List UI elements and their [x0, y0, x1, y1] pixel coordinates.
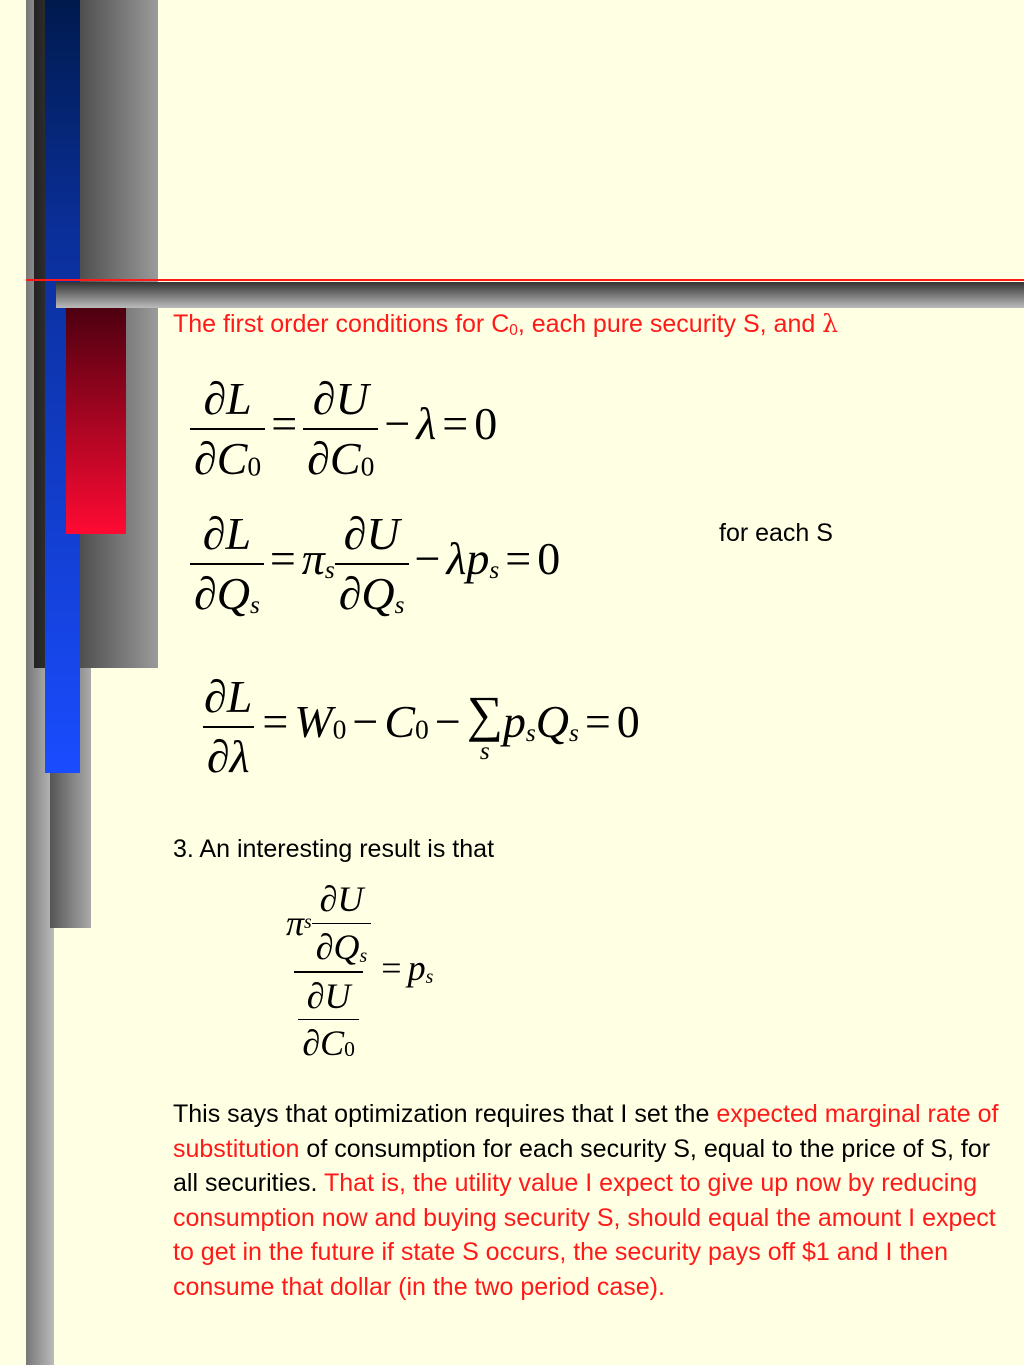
- for-each-s-note: for each S: [719, 519, 833, 547]
- paragraph-emphasis-1: expected marginal rate of substitution: [173, 1100, 999, 1163]
- equation-dL-dQs: $\frac{\partial L}{\partial Qs}$ = πs $\frac{\partial U}{\partial Qs}$ − λps = 0: [190, 505, 560, 622]
- fraction-dL-dlambda: $\frac{\partial L}{\partial\lambda}$: [200, 668, 256, 785]
- slide-title: [173, 309, 838, 340]
- fraction-dL-dQs: $\frac{\partial L}{\partial Qs}$: [190, 505, 264, 622]
- fraction-dL-dC0: $\frac{\partial L}{\partial C0}$: [190, 370, 265, 487]
- equation-mrs-equals-price: π s $\frac{\partial U}{\partial Qs}$ $\frac{\partial U}{\partial C0}$ = ps: [282, 876, 433, 1067]
- fraction-dU-dC0-small: $\frac{\partial U}{\partial C0}$: [298, 973, 359, 1068]
- equation-dL-dC0: $\frac{\partial L}{\partial C0}$ = $\frac{\partial U}{\partial C0}$ − λ = 0: [190, 370, 497, 487]
- fraction-dU-dQs-small: $\frac{\partial U}{\partial Qs}$: [312, 876, 372, 971]
- lambda-symbol: λ: [822, 309, 839, 338]
- gray-horizontal-bar: [56, 282, 1024, 308]
- summation: ∑ s: [466, 685, 503, 766]
- result-intro: 3. An interesting result is that: [173, 835, 495, 863]
- paragraph-emphasis-2: That is, the utility value I expect to give up now by reducing consumption now and buying security S, should equal the amount I expect to get in the future if state S occurs, the security pays off $1 and I then consume that dollar (in the two period case).: [173, 1169, 996, 1301]
- explanation-paragraph: [173, 1097, 1003, 1304]
- red-gradient-block: [66, 308, 126, 534]
- title-sub: 0: [509, 322, 518, 340]
- fraction-dU-dQs: $\frac{\partial U}{\partial Qs}$: [335, 505, 409, 622]
- title-prefix: The first order conditions for C: [173, 310, 510, 338]
- paragraph-part3: of consumption for each security S, equal to the price of S, for all securities.: [173, 1134, 991, 1197]
- title-middle: , each pure security S, and: [517, 310, 823, 338]
- fraction-mrs: π s $\frac{\partial U}{\partial Qs}$ $\frac{\partial U}{\partial C0}$: [282, 876, 375, 1067]
- equation-dL-dlambda: $\frac{\partial L}{\partial\lambda}$ = W0 − C0 − ∑ s psQs = 0: [200, 668, 640, 785]
- fraction-dU-dC0: $\frac{\partial U}{\partial C0}$: [303, 370, 378, 487]
- red-horizontal-line: [26, 279, 1024, 281]
- paragraph-part1: This says that optimization requires that I set the: [173, 1100, 717, 1128]
